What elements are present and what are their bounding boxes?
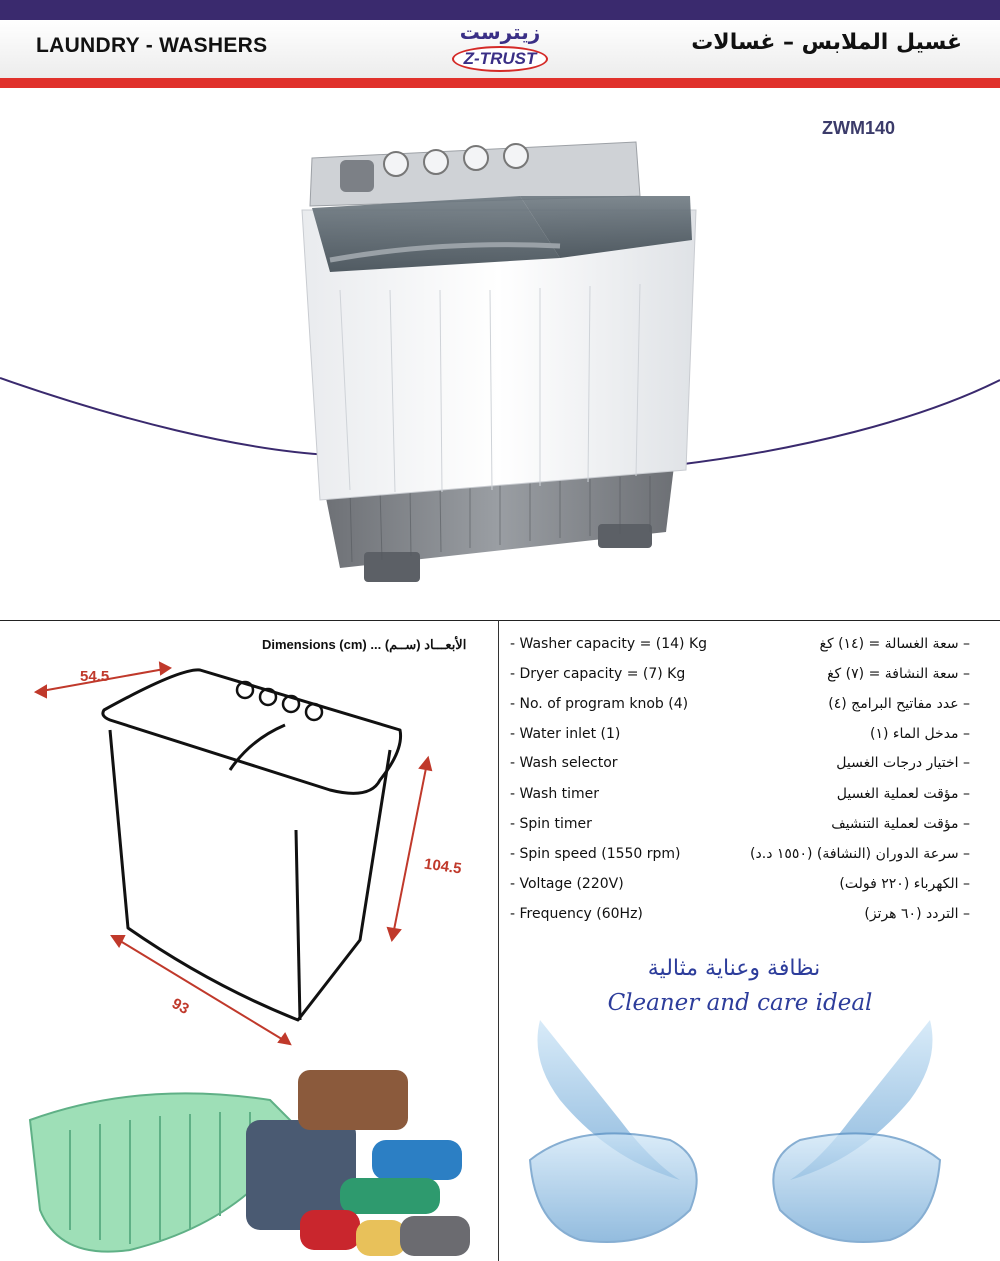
clothes-green xyxy=(340,1178,440,1214)
knob-2 xyxy=(424,150,448,174)
spec-en: - Wash timer xyxy=(510,786,600,802)
knob-3 xyxy=(464,146,488,170)
spec-row xyxy=(510,696,970,718)
slogan-arabic: نظافة وعناية مثالية xyxy=(647,956,821,981)
washer-foot-left xyxy=(364,552,420,582)
laundry-basket-graphic xyxy=(0,1060,498,1261)
spec-en: - Spin timer xyxy=(510,816,592,832)
sketch-lid-divider xyxy=(230,725,285,770)
water-hand-right xyxy=(773,1133,940,1242)
spec-ar: – مؤقت لعملية التنشيف xyxy=(831,816,970,832)
clothes-yellow xyxy=(356,1220,406,1256)
clothes-red xyxy=(300,1210,360,1250)
spec-en: - Wash selector xyxy=(510,755,618,771)
spec-ar: – مدخل الماء (١) xyxy=(869,726,970,742)
spec-en: - Water inlet (1) xyxy=(510,726,621,742)
dimension-depth-label: 54.5 xyxy=(80,668,110,685)
knob-4 xyxy=(504,144,528,168)
section-divider-horizontal xyxy=(0,620,1000,621)
header-title-en: LAUNDRY - WASHERS xyxy=(36,34,268,57)
spec-en: - Voltage (220V) xyxy=(510,876,624,892)
top-color-strip xyxy=(0,0,1000,20)
spec-row xyxy=(510,726,970,748)
decorative-swoosh-right xyxy=(676,380,1000,465)
sketch-body-outline xyxy=(110,730,390,1020)
clothes-blue xyxy=(372,1140,462,1180)
spec-row xyxy=(510,846,970,868)
water-hand-left xyxy=(530,1133,697,1242)
detergent-slot xyxy=(340,160,374,192)
header-title-ar: غسيل الملابس – غسالات xyxy=(691,30,962,55)
brand-logo-oval: Z-TRUST xyxy=(452,46,548,72)
spec-en: - Washer capacity = (14) Kg xyxy=(510,636,708,652)
spec-ar: – اختيار درجات الغسيل xyxy=(836,755,970,771)
header-red-rule xyxy=(0,78,1000,88)
spec-ar: – سعة الغسالة = (١٤) كغ xyxy=(819,636,970,652)
spec-ar: – سعة النشافة = (٧) كغ xyxy=(827,666,970,682)
dimensions-sketch xyxy=(0,640,498,1060)
water-thumbs-up-graphic xyxy=(520,1010,950,1261)
spec-en: - Frequency (60Hz) xyxy=(510,906,643,922)
spec-ar: – سرعة الدوران (النشافة) (١٥٥٠ د.د) xyxy=(750,846,970,862)
clothes-grey xyxy=(400,1216,470,1256)
sketch-front-edge xyxy=(296,830,300,1020)
brand-logo xyxy=(448,20,552,78)
product-hero xyxy=(0,100,1000,620)
sketch-knob-4 xyxy=(306,704,322,720)
spec-ar: – عدد مفاتيح البرامج (٤) xyxy=(828,696,970,712)
spec-en: - Dryer capacity = (7) Kg xyxy=(510,666,686,682)
width-arrow xyxy=(112,936,290,1044)
brand-logo-arabic: زيترست xyxy=(459,20,541,44)
spec-ar: – مؤقت لعملية الغسيل xyxy=(836,786,970,802)
spec-row xyxy=(510,755,970,777)
spec-row xyxy=(510,876,970,898)
spec-ar: – التردد (٦٠ هرتز) xyxy=(864,906,970,922)
spec-row xyxy=(510,636,970,658)
spec-row xyxy=(510,666,970,688)
spec-ar: – الكهرباء (٢٢٠ فولت) xyxy=(839,876,970,892)
spec-row xyxy=(510,816,970,838)
washer-foot-right xyxy=(598,524,652,548)
spec-en: - Spin speed (1550 rpm) xyxy=(510,846,681,862)
height-arrow xyxy=(392,758,428,940)
decorative-swoosh-left xyxy=(0,378,330,455)
model-number: ZWM140 xyxy=(822,118,896,138)
spec-row xyxy=(510,906,970,928)
knob-1 xyxy=(384,152,408,176)
slogan-english: Cleaner and care ideal xyxy=(607,990,873,1016)
spec-row xyxy=(510,786,970,808)
dimension-width-label: 93 xyxy=(168,995,192,1018)
dimensions-title: Dimensions (cm) ... الأبعـــاد (ســم) xyxy=(262,637,467,652)
section-divider-vertical xyxy=(498,620,499,1261)
dimension-height-label: 104.5 xyxy=(422,855,463,878)
clothes-stack-top xyxy=(298,1070,408,1130)
spec-en: - No. of program knob (4) xyxy=(510,696,689,712)
